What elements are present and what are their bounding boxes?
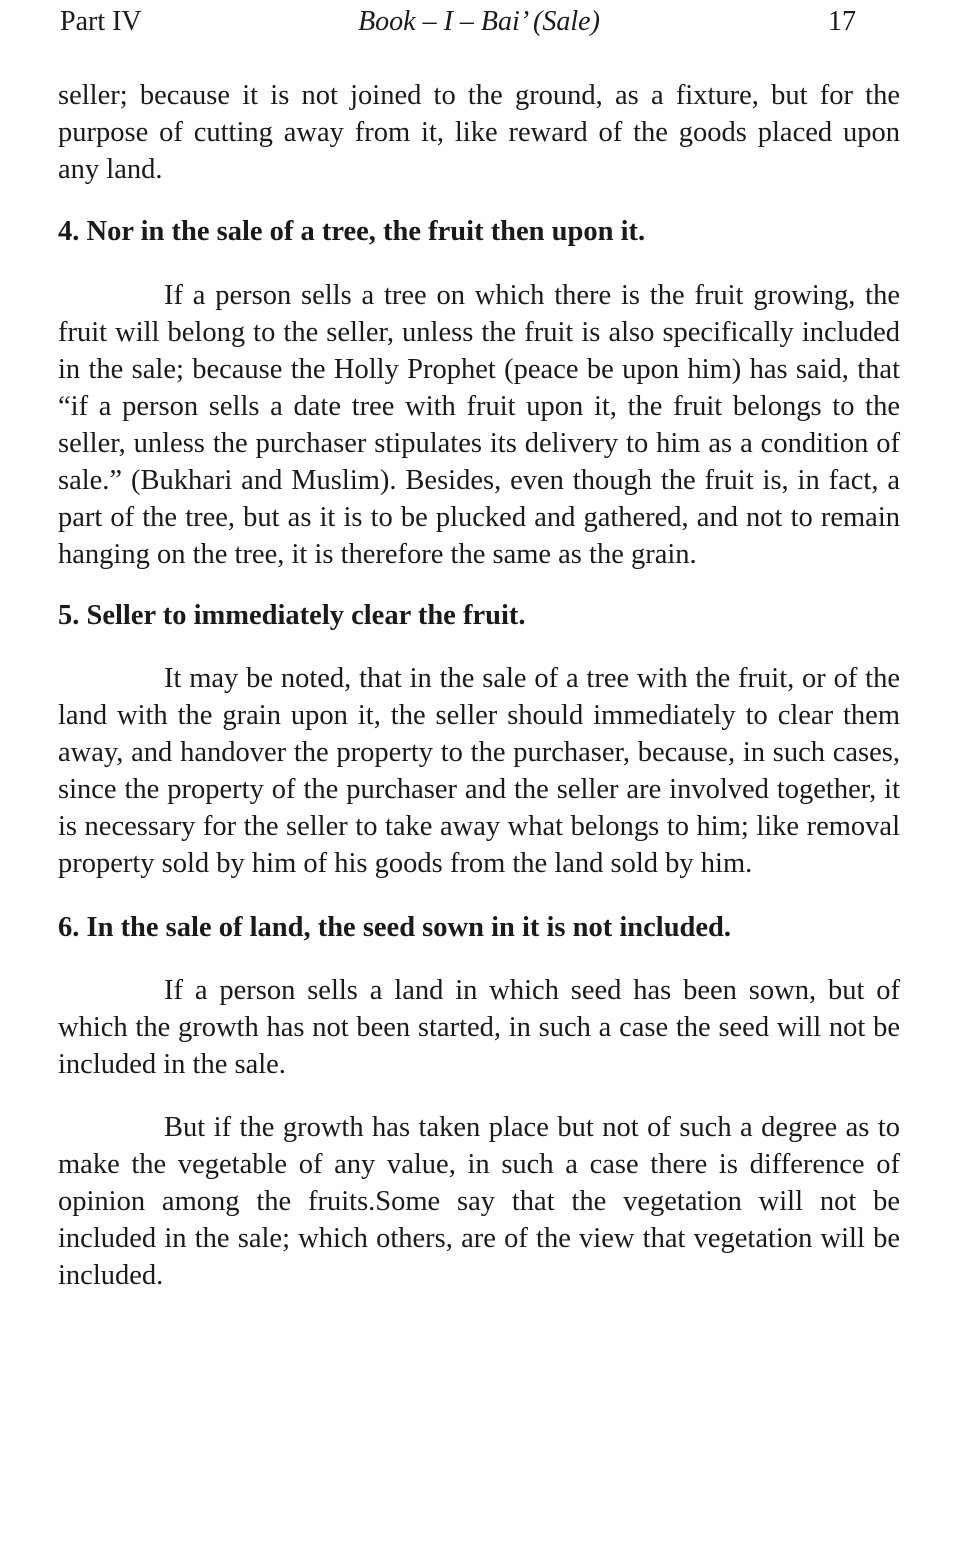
header-book-title: Book – I – Bai’ (Sale) [358, 6, 600, 37]
paragraph-continued: seller; because it is not joined to the ground, as a fixture, but for the purpose of cutting away from it, like reward of the goods placed upon any land. [58, 80, 900, 185]
paragraph-growth-opinion: But if the growth has taken place but not of such a degree as to make the vegetable of any value, in such a case there is difference of opinion among the fruits.Some say that the vegetation will not be included in the sale; which others, are of the view that vegetation will be included. [58, 1112, 900, 1291]
paragraph-seed-sown: If a person sells a land in which seed has been sown, but of which the growth has not been started, in such a case the seed will not be included in the sale. [58, 975, 900, 1080]
section-heading-6: 6. In the sale of land, the seed sown in it is not included. [58, 912, 732, 943]
document-page [58, 0, 900, 1294]
header-part-label: Part IV [60, 6, 142, 37]
section-heading-5: 5. Seller to immediately clear the fruit. [58, 600, 526, 631]
paragraph-clear-fruit: It may be noted, that in the sale of a tree with the fruit, or of the land with the grain upon it, the seller should immediately to clear them away, and handover the property to the purchaser, because, in such cases, since the property of the purchaser and the seller are involved together, it is necessary for the seller to take away what belongs to him; like removal property sold by him of his goods from the land sold by him. [58, 663, 900, 879]
paragraph-tree-fruit: If a person sells a tree on which there is the fruit growing, the fruit will belong to the seller, unless the fruit is also specifically included in the sale; because the Holly Prophet (peace be upon him) has said, that “if a person sells a date tree with fruit upon it, the fruit belongs to the seller, unless the purchaser stipulates its delivery to him as a condition of sale.” (Bukhari and Muslim). Besides, even though the fruit is, in fact, a part of the tree, but as it is to be plucked and gathered, and not to remain hanging on the tree, it is therefore the same as the grain. [58, 280, 900, 570]
running-header [58, 0, 900, 44]
page-number: 17 [828, 6, 856, 37]
section-heading-4: 4. Nor in the sale of a tree, the fruit then upon it. [58, 216, 646, 247]
